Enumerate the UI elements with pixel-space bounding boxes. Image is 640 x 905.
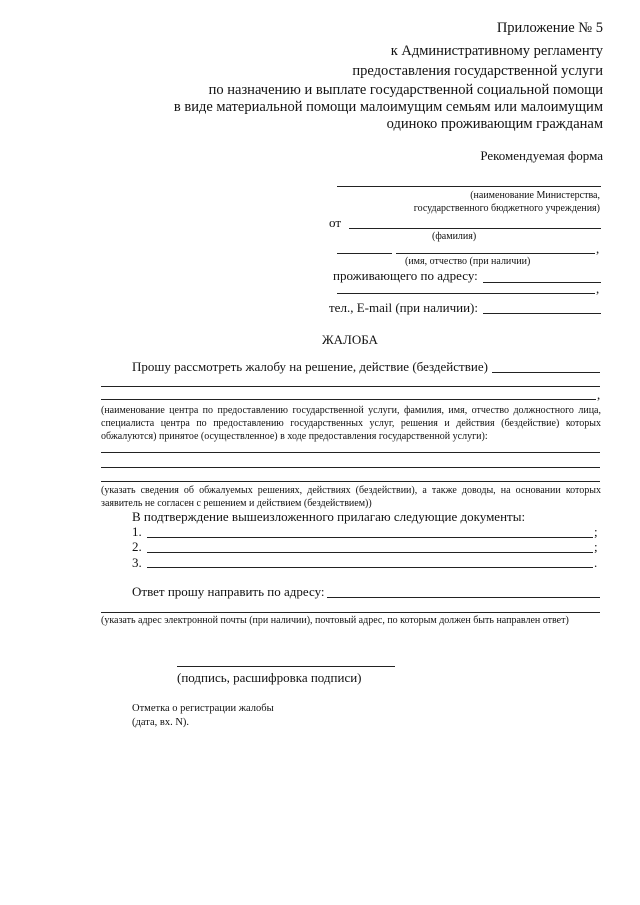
header-line-1: к Административному регламенту: [390, 43, 603, 59]
hint-reasons: (указать сведения об обжалуемых решениях, действиях (бездействии), а также доводы, на основании которых заявитель не согласен с решением и действием (бездействием)): [101, 485, 601, 509]
item-number-3: 3.: [132, 555, 142, 570]
details-line-1[interactable]: [101, 452, 600, 453]
address-line-1[interactable]: [483, 282, 601, 283]
complaint-line-1[interactable]: [101, 386, 600, 387]
details-line-2[interactable]: [101, 467, 600, 468]
details-line-3[interactable]: [101, 481, 600, 482]
phone-label: тел., E-mail (при наличии):: [329, 300, 478, 315]
registration-line-1: Отметка о регистрации жалобы: [132, 703, 274, 714]
address-line-2[interactable]: [337, 293, 595, 294]
item-end-2: ;: [594, 539, 598, 554]
name-line-b[interactable]: [396, 253, 595, 254]
registration-line-2: (дата, вх. N).: [132, 717, 190, 728]
document-title: ЖАЛОБА: [322, 332, 378, 347]
item-line-1[interactable]: [147, 537, 593, 538]
surname-line[interactable]: [349, 228, 601, 229]
complaint-line-2[interactable]: [101, 399, 596, 400]
header-line-3: по назначению и выплате государственной социальной помощи: [208, 82, 603, 98]
item-end-1: ;: [594, 524, 598, 539]
ministry-hint-1: (наименование Министерства,: [470, 190, 600, 201]
reply-label: Ответ прошу направить по адресу:: [132, 584, 325, 599]
phone-line[interactable]: [483, 313, 601, 314]
from-label: от: [329, 215, 342, 230]
ministry-line[interactable]: [337, 186, 601, 187]
appendix-number: Приложение № 5: [496, 20, 603, 36]
item-line-2[interactable]: [147, 552, 593, 553]
form-type-label: Рекомендуемая форма: [480, 148, 603, 163]
reply-address-line-2[interactable]: [101, 612, 600, 613]
name-hint: (имя, отчество (при наличии): [405, 256, 531, 267]
comma-mark-2: ,: [596, 281, 600, 296]
hint-address: (указать адрес электронной почты (при наличии), почтовый адрес, по которым должен быть направлен ответ): [101, 615, 569, 626]
residing-label: проживающего по адресу:: [333, 268, 478, 283]
header-line-5: одиноко проживающим гражданам: [386, 116, 603, 132]
signature-hint: (подпись, расшифровка подписи): [177, 670, 362, 685]
header-line-4: в виде материальной помощи малоимущим семьям или малоимущим: [173, 99, 603, 115]
comma-mark-3: ,: [597, 387, 601, 402]
attach-text: В подтверждение вышеизложенного прилагаю следующие документы:: [132, 509, 526, 524]
hint-center: (наименование центра по предоставлению государственной услуги, фамилия, имя, отчество должностного лица, специалиста центра по предоставлению государственных услуг, решения и действия (бездействие) которых обжалуются) принятое (осуществленное) в ходе предоставления государственной услуги):: [101, 405, 601, 442]
item-end-3: .: [594, 555, 598, 570]
header-line-2: предоставления государственной услуги: [352, 63, 603, 79]
item-number-2: 2.: [132, 539, 142, 554]
comma-mark: ,: [596, 241, 600, 256]
reply-address-line[interactable]: [327, 597, 600, 598]
request-line[interactable]: [492, 372, 600, 373]
item-line-3[interactable]: [147, 567, 593, 568]
request-text: Прошу рассмотреть жалобу на решение, действие (бездействие): [132, 359, 488, 374]
surname-hint: (фамилия): [432, 231, 477, 242]
ministry-hint-2: государственного бюджетного учреждения): [413, 203, 600, 214]
item-number-1: 1.: [132, 524, 142, 539]
name-line-a[interactable]: [337, 253, 392, 254]
signature-line[interactable]: [177, 666, 395, 667]
